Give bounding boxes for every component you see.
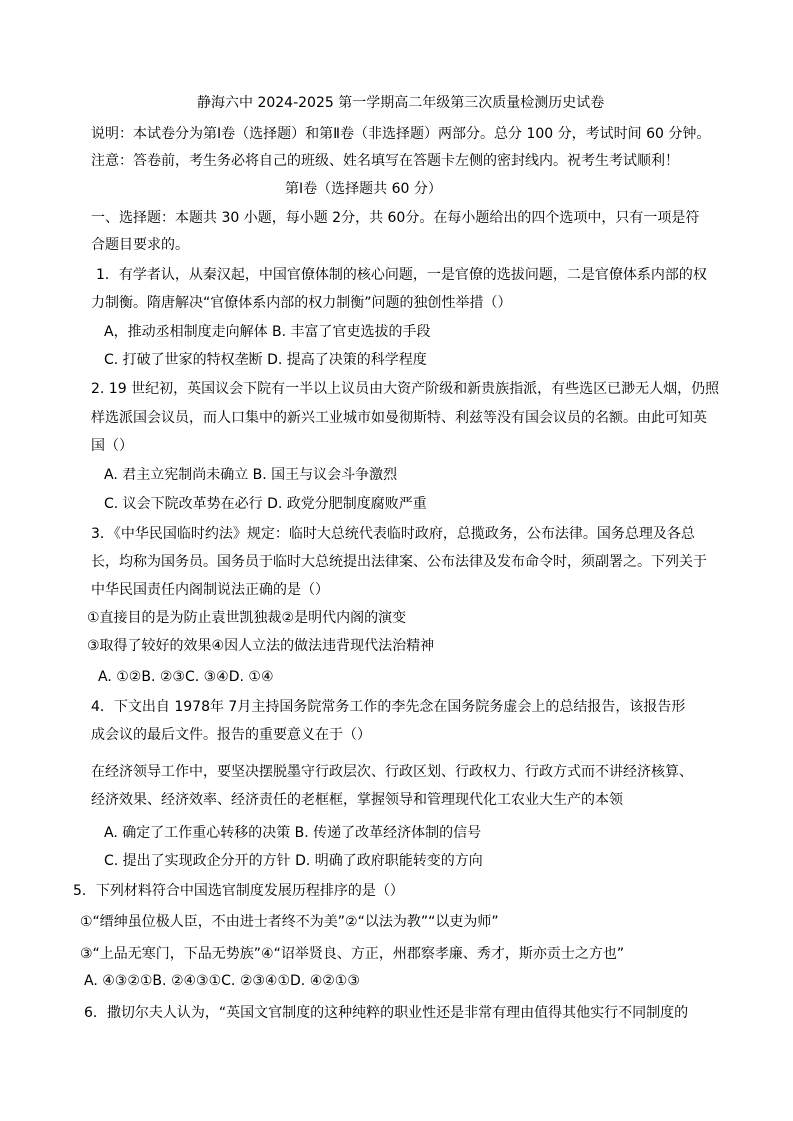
question-1-options-ab: A，推动丞相制度走向解体 B. 丰富了官吏选拔的手段: [104, 324, 431, 340]
question-5-items-1-2: ①“缙绅虽位极人臣，不由进士者终不为美”②“以法为教”“以吏为师”: [80, 914, 499, 930]
question-3-options: A. ①②B. ②③C. ③④D. ①④: [98, 669, 274, 685]
question-4-material-line2: 经济效果、经济效率、经济责任的老框框，掌握领导和管理现代化工农业大生产的本领: [91, 792, 623, 808]
question-3-stem-line2: 长，均称为国务员。国务员于临时大总统提出法律案、公布法律及发布命令时，须副署之。下列关于: [91, 554, 707, 570]
question-4-stem-line2: 成会议的最后文件。报告的重要意义在于（）: [91, 727, 371, 743]
question-3-stem-line1: 3．《中华民国临时约法》规定：临时大总统代表临时政府，总揽政务，公布法律。国务总理及各总: [91, 526, 695, 542]
question-1-options-cd: C. 打破了世家的特权垄断 D. 提高了决策的科学程度: [104, 352, 427, 368]
question-1-stem-line1: 1．有学者认，从秦汉起，中国官僚体制的核心问题，一是官僚的选拔问题，二是官僚体系内部的权: [96, 267, 707, 283]
exam-instructions: 说明：本试卷分为第Ⅰ卷（选择题）和第Ⅱ卷（非选择题）两部分。总分 100 分，考试时间 60 分钟。: [91, 126, 711, 142]
question-2-stem-line1: 2. 19 世纪初，英国议会下院有一半以上议员由大资产阶级和新贵族指派，有些选区已渺无人烟，仍照: [91, 381, 720, 397]
question-4-options-ab: A. 确定了工作重心转移的决策 B. 传递了改革经济体制的信号: [104, 825, 482, 841]
question-6-stem-line1: 6．撒切尔夫人认为，“英国文官制度的这种纯粹的职业性还是非常有理由值得其他实行不同制度的: [84, 1005, 689, 1021]
section-instructions-line2: 合题目要求的。: [91, 237, 189, 253]
question-3-items-1-2: ①直接目的是为防止袁世凯独裁②是明代内阁的演变: [87, 610, 407, 626]
question-5-stem: 5．下列材料符合中国选官制度发展历程排序的是（）: [73, 883, 404, 899]
question-3-stem-line3: 中华民国责任内阁制说法正确的是（）: [91, 582, 329, 598]
question-3-items-3-4: ③取得了较好的效果④因人立法的做法违背现代法治精神: [87, 638, 435, 654]
question-1-stem-line2: 力制衡。隋唐解决“官僚体系内部的权力制衡”问题的独创性举措（）: [91, 295, 512, 311]
question-2-options-cd: C. 议会下院改革势在必行 D. 政党分肥制度腐败严重: [104, 496, 427, 512]
question-2-stem-line2: 样选派国会议员，而人口集中的新兴工业城市如曼彻斯特、利兹等没有国会议员的名额。由此可知英: [91, 410, 707, 426]
exam-notice: 注意：答卷前，考生务必将自己的班级、姓名填写在答题卡左侧的密封线内。祝考生考试顺利！: [91, 153, 679, 169]
question-2-stem-line3: 国（）: [91, 438, 133, 454]
question-4-material-line1: 在经济领导工作中，要坚决摆脱墨守行政层次、行政区划、行政权力、行政方式而不讲经济核算、: [91, 764, 693, 780]
question-5-options: A. ④③②①B. ②④③①C. ②③④①D. ④②①③: [84, 973, 360, 989]
question-5-items-3-4: ③“上品无寒门，下品无势族”④“诏举贤良、方正，州郡察孝廉、秀才，斯亦贡士之方也”: [80, 946, 625, 962]
question-4-options-cd: C. 提出了实现政企分开的方针 D. 明确了政府职能转变的方向: [104, 853, 483, 869]
part-one-heading: 第Ⅰ卷（选择题共 60 分）: [285, 181, 442, 197]
question-4-stem-line1: 4．下文出自 1978年 7月主持国务院常务工作的李先念在国务院务虚会上的总结报告，该报告形: [91, 699, 686, 715]
section-instructions-line1: 一、选择题：本题共 30 小题，每小题 2分，共 60分。在每小题给出的四个选项中，只有一项是符: [91, 210, 700, 226]
question-2-options-ab: A. 君主立宪制尚未确立 B. 国王与议会斗争激烈: [104, 467, 398, 483]
exam-title: 静海六中 2024-2025 第一学期高二年级第三次质量检测历史试卷: [197, 95, 605, 111]
